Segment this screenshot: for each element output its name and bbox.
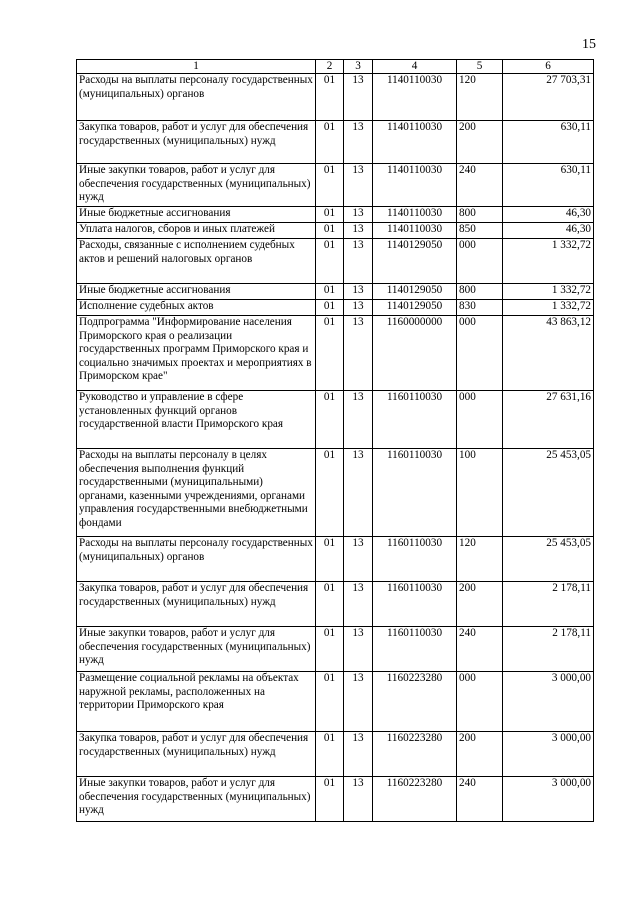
expense-name: Закупка товаров, работ и услуг для обеспечения государственных (муниципальных) нужд <box>77 121 316 164</box>
table-row <box>77 537 594 582</box>
subsection-code: 13 <box>344 121 373 164</box>
amount: 3 000,00 <box>503 732 594 777</box>
table-row <box>77 284 594 300</box>
expense-name: Исполнение судебных актов <box>77 300 316 316</box>
target-article-code: 1140110030 <box>373 164 457 207</box>
table-row <box>77 391 594 449</box>
table-row <box>77 121 594 164</box>
amount: 630,11 <box>503 164 594 207</box>
amount: 27 631,16 <box>503 391 594 449</box>
table-body <box>77 74 594 822</box>
expense-name: Иные закупки товаров, работ и услуг для обеспечения государственных (муниципальных) нужд <box>77 164 316 207</box>
expense-kind-code: 120 <box>457 537 503 582</box>
section-code: 01 <box>316 316 344 391</box>
amount: 630,11 <box>503 121 594 164</box>
table-row <box>77 316 594 391</box>
amount: 3 000,00 <box>503 777 594 822</box>
expense-name: Расходы на выплаты персоналу государственных (муниципальных) органов <box>77 537 316 582</box>
expense-name: Иные закупки товаров, работ и услуг для обеспечения государственных (муниципальных) нужд <box>77 627 316 672</box>
subsection-code: 13 <box>344 164 373 207</box>
section-code: 01 <box>316 284 344 300</box>
subsection-code: 13 <box>344 449 373 537</box>
expense-name: Расходы на выплаты персоналу государственных (муниципальных) органов <box>77 74 316 121</box>
target-article-code: 1140110030 <box>373 207 457 223</box>
section-code: 01 <box>316 223 344 239</box>
amount: 43 863,12 <box>503 316 594 391</box>
expense-name: Иные закупки товаров, работ и услуг для обеспечения государственных (муниципальных) нужд <box>77 777 316 822</box>
expense-kind-code: 800 <box>457 207 503 223</box>
section-code: 01 <box>316 391 344 449</box>
subsection-code: 13 <box>344 672 373 732</box>
section-code: 01 <box>316 207 344 223</box>
column-header-3: 3 <box>344 60 373 74</box>
expense-kind-code: 000 <box>457 672 503 732</box>
expense-kind-code: 100 <box>457 449 503 537</box>
column-header-4: 4 <box>373 60 457 74</box>
subsection-code: 13 <box>344 239 373 284</box>
amount: 46,30 <box>503 223 594 239</box>
target-article-code: 1160110030 <box>373 582 457 627</box>
expense-name: Закупка товаров, работ и услуг для обеспечения государственных (муниципальных) нужд <box>77 732 316 777</box>
expense-name: Подпрограмма "Информирование населения Приморского края о реализации государственных программ Приморского края и социально значимых проектах и мероприятиях в Приморском крае" <box>77 316 316 391</box>
page-number: 15 <box>582 37 596 52</box>
subsection-code: 13 <box>344 74 373 121</box>
target-article-code: 1160223280 <box>373 732 457 777</box>
expense-name: Уплата налогов, сборов и иных платежей <box>77 223 316 239</box>
expense-kind-code: 240 <box>457 627 503 672</box>
subsection-code: 13 <box>344 300 373 316</box>
budget-table <box>76 59 594 822</box>
section-code: 01 <box>316 732 344 777</box>
target-article-code: 1160110030 <box>373 391 457 449</box>
amount: 25 453,05 <box>503 449 594 537</box>
expense-name: Руководство и управление в сфере установленных функций органов государственной власти Приморского края <box>77 391 316 449</box>
table-row <box>77 300 594 316</box>
section-code: 01 <box>316 672 344 732</box>
section-code: 01 <box>316 777 344 822</box>
table-row <box>77 164 594 207</box>
target-article-code: 1140129050 <box>373 284 457 300</box>
amount: 1 332,72 <box>503 300 594 316</box>
amount: 2 178,11 <box>503 582 594 627</box>
table-header-row <box>77 60 594 74</box>
expense-kind-code: 000 <box>457 239 503 284</box>
table-row <box>77 672 594 732</box>
expense-name: Иные бюджетные ассигнования <box>77 207 316 223</box>
target-article-code: 1160110030 <box>373 627 457 672</box>
expense-name: Закупка товаров, работ и услуг для обеспечения государственных (муниципальных) нужд <box>77 582 316 627</box>
expense-kind-code: 200 <box>457 121 503 164</box>
target-article-code: 1140110030 <box>373 74 457 121</box>
subsection-code: 13 <box>344 732 373 777</box>
section-code: 01 <box>316 74 344 121</box>
section-code: 01 <box>316 537 344 582</box>
target-article-code: 1160223280 <box>373 672 457 732</box>
expense-kind-code: 240 <box>457 777 503 822</box>
section-code: 01 <box>316 121 344 164</box>
subsection-code: 13 <box>344 537 373 582</box>
amount: 27 703,31 <box>503 74 594 121</box>
amount: 46,30 <box>503 207 594 223</box>
subsection-code: 13 <box>344 582 373 627</box>
section-code: 01 <box>316 582 344 627</box>
table-row <box>77 777 594 822</box>
table-row <box>77 207 594 223</box>
target-article-code: 1140110030 <box>373 223 457 239</box>
target-article-code: 1160110030 <box>373 449 457 537</box>
target-article-code: 1140110030 <box>373 121 457 164</box>
table-row <box>77 223 594 239</box>
expense-name: Иные бюджетные ассигнования <box>77 284 316 300</box>
expense-kind-code: 240 <box>457 164 503 207</box>
target-article-code: 1160223280 <box>373 777 457 822</box>
section-code: 01 <box>316 627 344 672</box>
expense-name: Расходы на выплаты персоналу в целях обеспечения выполнения функций государственными (муниципальными) органами, казенными учреждениями, органами управления государственными внебюджетными фондами <box>77 449 316 537</box>
expense-kind-code: 000 <box>457 316 503 391</box>
expense-kind-code: 000 <box>457 391 503 449</box>
expense-name: Расходы, связанные с исполнением судебных актов и решений налоговых органов <box>77 239 316 284</box>
expense-kind-code: 830 <box>457 300 503 316</box>
subsection-code: 13 <box>344 627 373 672</box>
amount: 25 453,05 <box>503 537 594 582</box>
subsection-code: 13 <box>344 223 373 239</box>
table-row <box>77 732 594 777</box>
expense-kind-code: 800 <box>457 284 503 300</box>
table-row <box>77 239 594 284</box>
table-row <box>77 582 594 627</box>
expense-kind-code: 850 <box>457 223 503 239</box>
target-article-code: 1140129050 <box>373 239 457 284</box>
expense-kind-code: 200 <box>457 582 503 627</box>
column-header-1: 1 <box>77 60 316 74</box>
expense-kind-code: 120 <box>457 74 503 121</box>
subsection-code: 13 <box>344 777 373 822</box>
table-row <box>77 627 594 672</box>
subsection-code: 13 <box>344 284 373 300</box>
column-header-2: 2 <box>316 60 344 74</box>
amount: 1 332,72 <box>503 239 594 284</box>
amount: 3 000,00 <box>503 672 594 732</box>
section-code: 01 <box>316 449 344 537</box>
expense-name: Размещение социальной рекламы на объектах наружной рекламы, расположенных на территории Приморского края <box>77 672 316 732</box>
subsection-code: 13 <box>344 391 373 449</box>
column-header-5: 5 <box>457 60 503 74</box>
subsection-code: 13 <box>344 207 373 223</box>
target-article-code: 1160110030 <box>373 537 457 582</box>
section-code: 01 <box>316 239 344 284</box>
table-row <box>77 74 594 121</box>
column-header-6: 6 <box>503 60 594 74</box>
section-code: 01 <box>316 164 344 207</box>
expense-kind-code: 200 <box>457 732 503 777</box>
section-code: 01 <box>316 300 344 316</box>
table-row <box>77 449 594 537</box>
subsection-code: 13 <box>344 316 373 391</box>
amount: 2 178,11 <box>503 627 594 672</box>
target-article-code: 1140129050 <box>373 300 457 316</box>
amount: 1 332,72 <box>503 284 594 300</box>
target-article-code: 1160000000 <box>373 316 457 391</box>
